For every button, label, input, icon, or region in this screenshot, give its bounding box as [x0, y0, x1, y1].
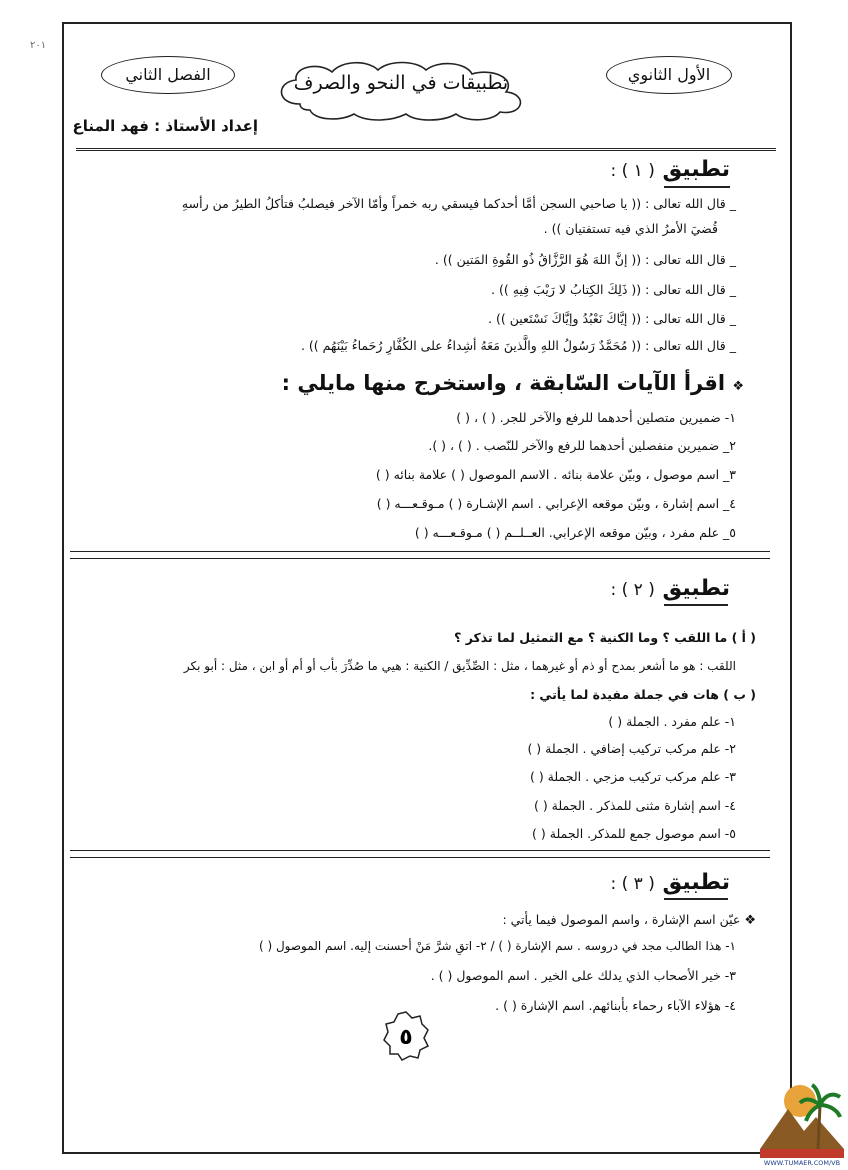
section3-title: تطبيق — [662, 870, 730, 895]
question-b: ( ب ) هات في جملة مفيدة لما يأتي : — [530, 687, 756, 702]
section1-number: ( ١ ) : — [610, 161, 655, 181]
semester-label: الفصل الثاني — [125, 65, 211, 84]
page-title: تطبيقات في النحو والصرف — [293, 72, 509, 94]
section3-item-4: ٤- هؤلاء الآباء رحماء بأبنائهم. اسم الإشارة ( ) . — [495, 998, 736, 1013]
section2-title: تطبيق — [662, 576, 730, 601]
grade-label: الأول الثانوي — [627, 65, 711, 84]
page-number: ٥ — [399, 1025, 413, 1050]
section3-item-3: ٣- خير الأصحاب الذي يدلك على الخير . اسم الموصول ( ) . — [430, 968, 736, 983]
section3-instruction — [502, 912, 756, 928]
diamond-bullet-icon: ❖ — [744, 913, 756, 928]
site-logo — [760, 1075, 844, 1167]
verse-line-4: _ قال الله تعالى : (( إيَّاكَ نَعْبُدُ وإيَّاكَ نَسْتَعين )) . — [488, 311, 736, 326]
section2-item-1: ١- علم مفرد . الجملة ( ) — [608, 714, 736, 729]
watermark-text: WWW.TUMAER.COM/VB — [763, 1159, 841, 1167]
section1-title: تطبيق — [662, 157, 730, 182]
section1-heading — [610, 157, 730, 182]
section1-item-1: ١- ضميرين متصلين أحدهما للرفع والآخر للجر. ( ) ، ( ) — [456, 410, 736, 425]
section2-divider — [70, 850, 770, 858]
grade-badge — [606, 56, 732, 94]
header-divider — [76, 148, 776, 151]
verse-line-5: _ قال الله تعالى : (( مُحَمَّدٌ رَسُولُ اللهِ والَّذينَ مَعَهُ أشِداءُ على الكُفَّارِ رُحَماءُ بَيْنَهُم )) . — [300, 338, 736, 353]
question-a: ( أ ) ما اللقب ؟ وما الكنية ؟ مع التمثيل لما تذكر ؟ — [454, 630, 756, 645]
section1-instruction — [282, 371, 744, 395]
section3-heading — [610, 870, 730, 895]
section2-item-2: ٢- علم مركب تركيب إضافي . الجملة ( ) — [527, 741, 736, 756]
verse-line-1: _ قال الله تعالى : (( يا صاحبي السجن أمَّا أحدكما فيسقي ربه خمراً وأمّا الآخر فيصلبُ فتأكلُ الطيرُ من رأسهِ — [181, 196, 736, 211]
section3-item-1: ١- هذا الطالب مجد في دروسه . سم الإشارة ( ) / ٢- اتقِ شرَّ مَنْ أحسنت إليه. اسم الموصول ( ) — [258, 939, 736, 953]
verse-line-3: _ قال الله تعالى : (( ذَلِكَ الكِتابُ لا رَيْبَ فِيهِ )) . — [491, 282, 736, 297]
section3-underline — [664, 898, 728, 900]
answer-text: اللقب : هو ما أشعر بمدح أو ذم أو غيرهما ، مثل : الصِّدِّيق / الكنية : هيي ما صُدِّرَ بأب أو أم أو ابن ، مثل : أبو بكر — [183, 659, 736, 673]
section2-item-4: ٤- اسم إشارة مثنى للمذكر . الجملة ( ) — [533, 798, 736, 813]
corner-mark: ٢٠١ — [30, 40, 47, 51]
section1-underline — [664, 186, 730, 188]
section1-item-2: ٢_ ضميرين منفصلين أحدهما للرفع والآخر للنّصب . ( ) ، ( ). — [428, 438, 736, 453]
section1-item-5: ٥_ علم مفرد ، وبيّن موقعه الإعرابي. العــلــم ( ) مـوقـعـــه ( ) — [414, 525, 736, 540]
section2-item-3: ٣- علم مركب تركيب مزجي . الجملة ( ) — [529, 769, 736, 784]
verse-line-1b: قُضيَ الأمرُ الذي فيه تستفتيان )) . — [543, 221, 718, 236]
section2-number: ( ٢ ) : — [610, 580, 655, 600]
diamond-bullet-icon: ❖ — [732, 379, 744, 394]
section2-item-5: ٥- اسم موصول جمع للمذكر. الجملة ( ) — [532, 826, 736, 841]
semester-badge — [101, 56, 235, 94]
section2-heading — [610, 576, 730, 601]
section3-number: ( ٣ ) : — [610, 874, 655, 894]
section1-divider — [70, 551, 770, 559]
author-line: إعداد الأستاذ : فهد المناع — [72, 117, 258, 135]
page-number-seal — [382, 1010, 430, 1062]
section2-underline — [664, 604, 728, 606]
section1-item-3: ٣_ اسم موصول ، وبيّن علامة بنائه . الاسم الموصول ( ) علامة بنائه ( ) — [375, 467, 736, 482]
section3-instruction-text: عيّن اسم الإشارة ، واسم الموصول فيما يأتي : — [502, 912, 741, 927]
section1-instruction-text: اقرأ الآيات السّابقة ، واستخرج منها مايلي : — [281, 371, 726, 395]
verse-line-2: _ قال الله تعالى : (( إنَّ اللهَ هُوَ الرَّزَّاقُ ذُو القُوةِ المَتين )) . — [434, 252, 736, 267]
section1-item-4: ٤_ اسم إشارة ، وبيّن موقعه الإعرابي . اسم الإشـارة ( ) مـوقـعـــه ( ) — [376, 496, 736, 511]
